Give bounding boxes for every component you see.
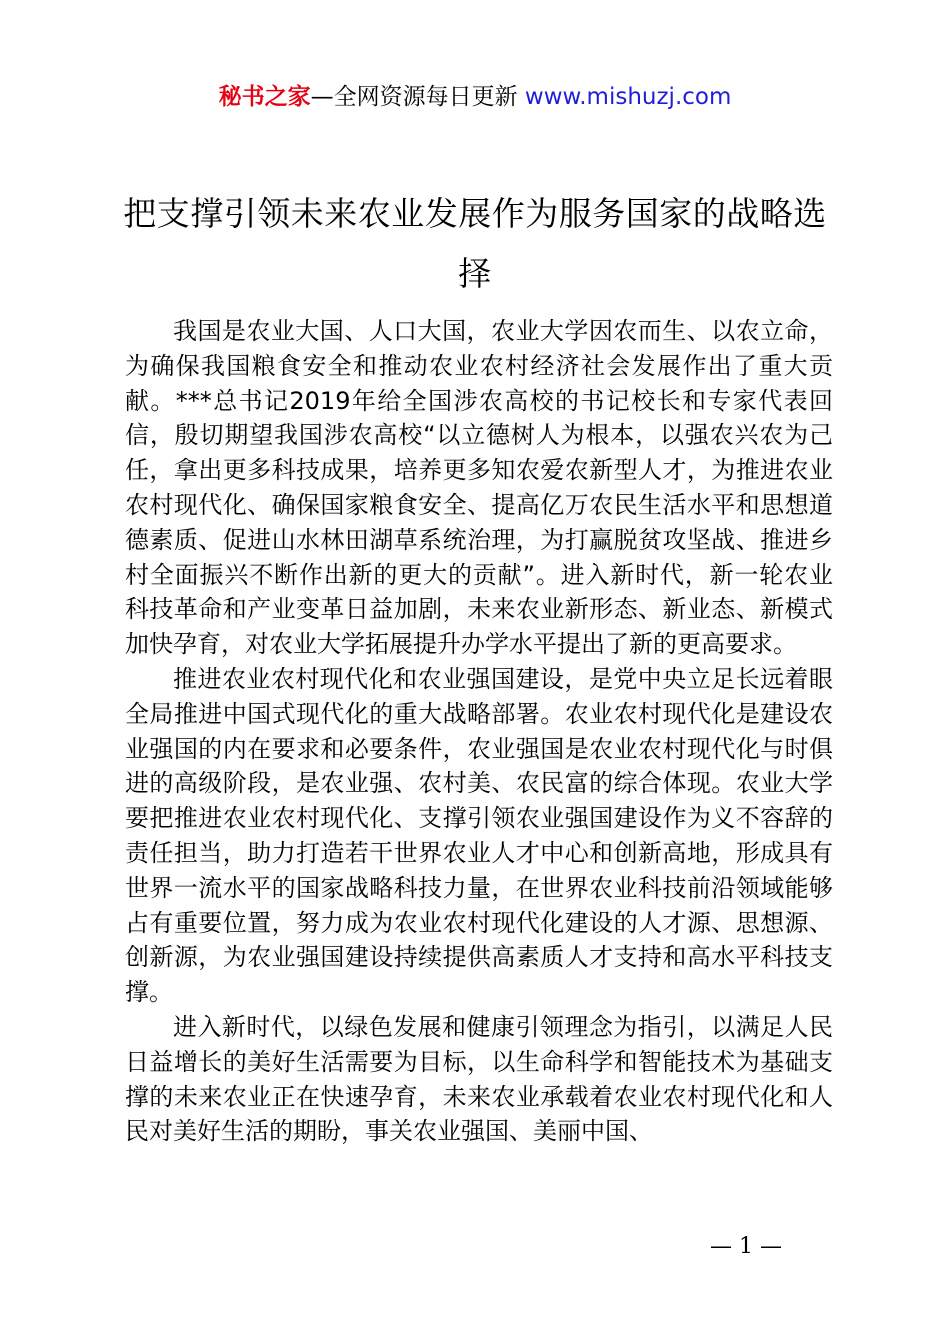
brand-name: 秘书之家 [218,84,311,110]
document-title: 把支撑引领未来农业发展作为服务国家的战略选择 [123,194,827,293]
banner-tagline: —全网资源每日更新 [310,84,525,110]
site-banner [0,80,950,114]
body-paragraph: 推进农业农村现代化和农业强国建设，是党中央立足长远着眼全局推进中国式现代化的重大战略部署。农业农村现代化是建设农业强国的内在要求和必要条件，农业强国是农业农村现代化与时俱进的高级阶段，是农业强、农村美、农民富的综合体现。农业大学要把推进农业农村现代化、支撑引领农业强国建设作为义不容辞的责任担当，助力打造若干世界农业人才中心和创新高地，形成具有世界一流水平的国家战略科技力量，在世界农业科技前沿领域能够占有重要位置，努力成为农业农村现代化建设的人才源、思想源、创新源，为农业强国建设持续提供高素质人才支持和高水平科技支撑。 [125,664,833,1007]
body-paragraph: 我国是农业大国、人口大国，农业大学因农而生、以农立命，为确保我国粮食安全和推动农业农村经济社会发展作出了重大贡献。***总书记2019年给全国涉农高校的书记校长和专家代表回信，殷切期望我国涉农高校“以立德树人为根本，以强农兴农为己任，拿出更多科技成果，培养更多知农爱农新型人才，为推进农业农村现代化、确保国家粮食安全、提高亿万农民生活水平和思想道德素质、促进山水林田湖草系统治理，为打赢脱贫攻坚战、推进乡村全面振兴不断作出新的更大的贡献”。进入新时代，新一轮农业科技革命和产业变革日益加剧，未来农业新形态、新业态、新模式加快孕育，对农业大学拓展提升办学水平提出了新的更高要求。 [125,317,833,659]
document-body [125,314,833,1149]
body-paragraph: 进入新时代，以绿色发展和健康引领理念为指引，以满足人民日益增长的美好生活需要为目标，以生命科学和智能技术为基础支撑的未来农业正在快速孕育，未来农业承载着农业农村现代化和人民对美好生活的期盼，事关农业强国、美丽中国、 [125,1012,833,1146]
page-number: — 1 — [710,1234,782,1259]
site-url-link[interactable]: www.mishuzj.com [524,84,732,110]
